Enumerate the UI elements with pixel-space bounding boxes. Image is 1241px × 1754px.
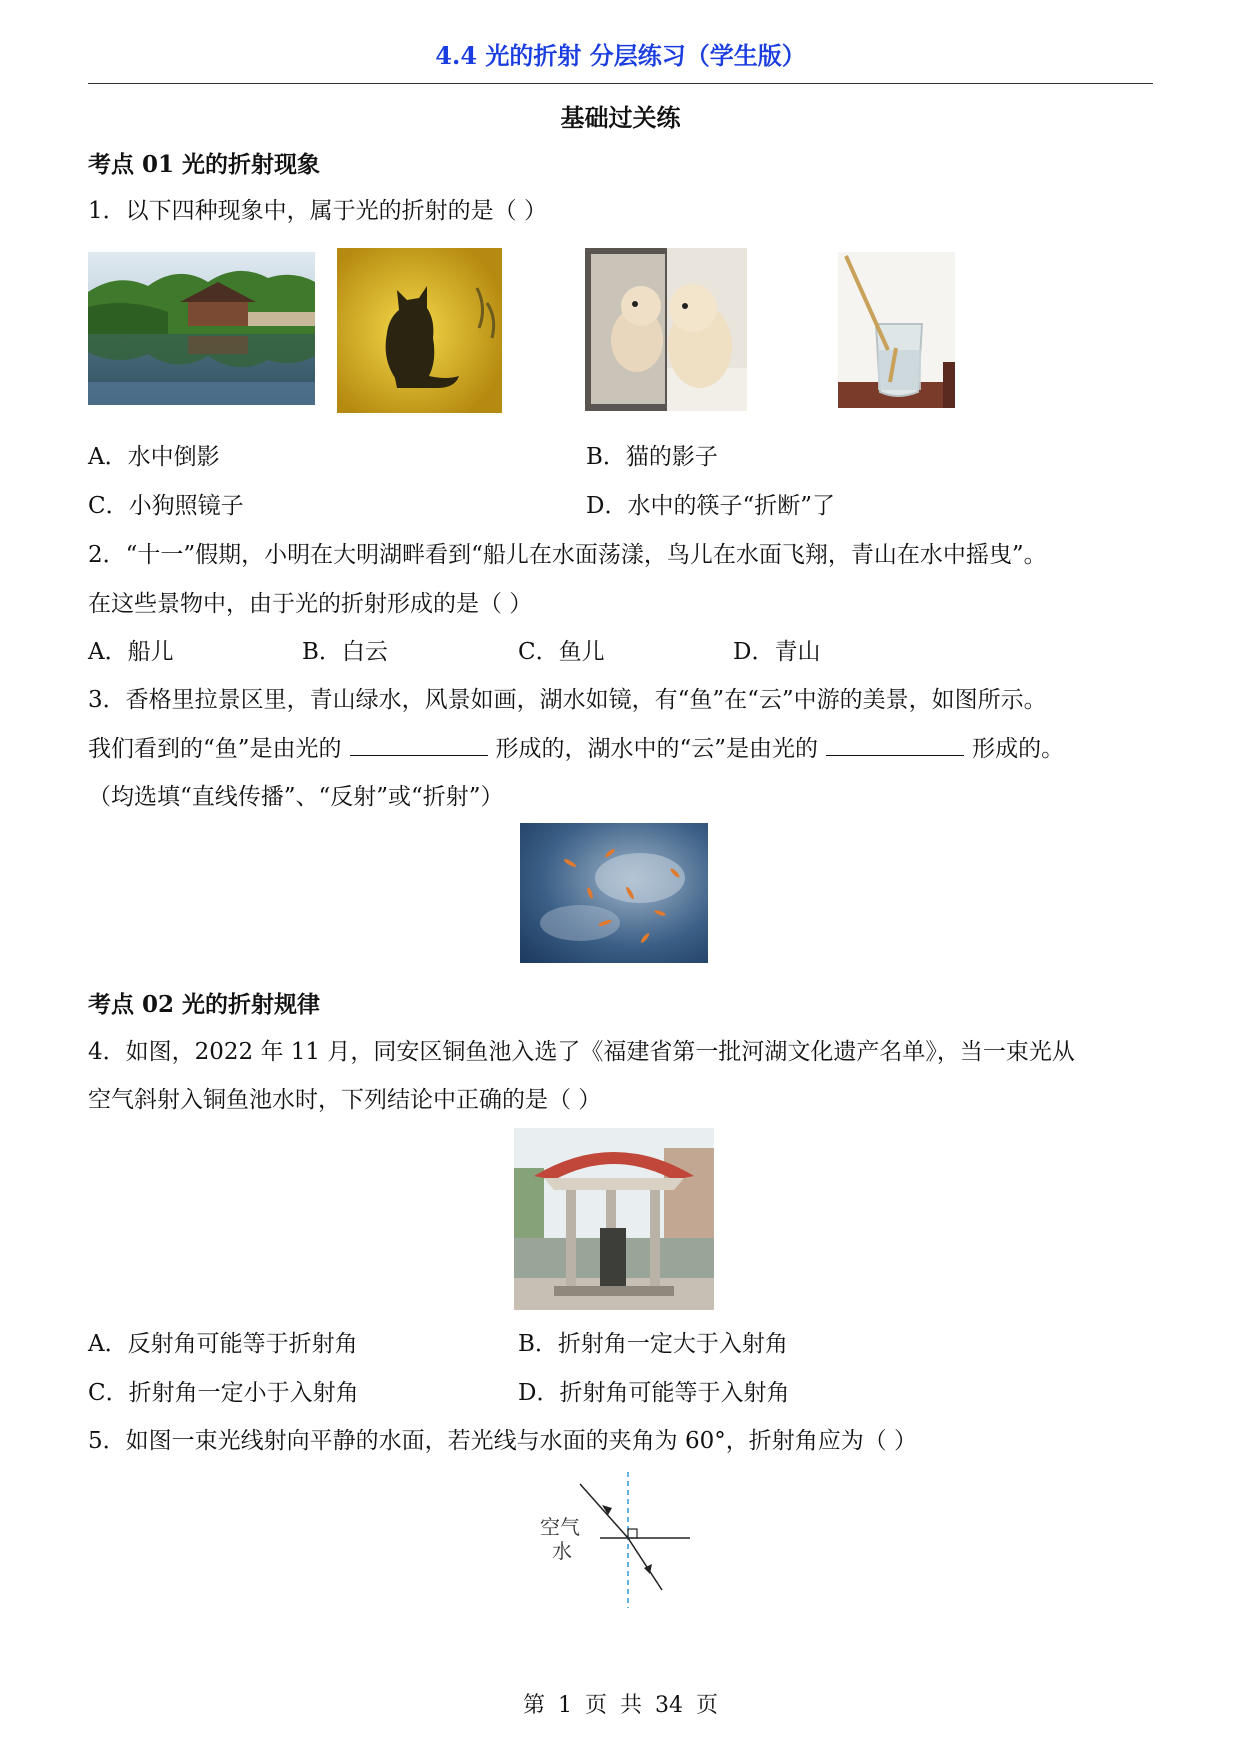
q1-stem: 1．以下四种现象中，属于光的折射的是（ ） <box>88 198 547 224</box>
q5-stem: 5．如图一束光线射向平静的水面，若光线与水面的夹角为 60°，折射角应为（ ） <box>88 1428 918 1454</box>
q2-option-c: C．鱼儿 <box>518 639 605 665</box>
q3-line-2-part-1: 我们看到的“鱼”是由光的 <box>88 736 342 762</box>
refracted-ray <box>628 1538 662 1590</box>
water-label: 水 <box>552 1539 572 1563</box>
incident-ray <box>580 1484 628 1538</box>
q4-line-2: 空气斜射入铜鱼池水时，下列结论中正确的是（ ） <box>88 1087 602 1113</box>
q3-line-2-part-2: 形成的，湖水中的“云”是由光的 <box>495 736 819 762</box>
cat-shadow-image <box>337 248 502 413</box>
topic-heading-2: 考点 02 光的折射规律 <box>88 991 321 1018</box>
topic-heading-1: 考点 01 光的折射现象 <box>88 151 321 178</box>
pavilion-image <box>514 1128 714 1310</box>
q2-option-b: B．白云 <box>302 639 388 665</box>
q1-option-c: C．小狗照镜子 <box>88 493 244 519</box>
q2-line-1: 2．“十一”假期，小明在大明湖畔看到“船儿在水面荡漾，鸟儿在水面飞翔，青山在水中摇曳”。 <box>88 542 1047 568</box>
lake-reflection-image <box>88 252 315 405</box>
q4-option-d: D．折射角可能等于入射角 <box>518 1380 790 1406</box>
page-footer: 第 1 页 共 34 页 <box>523 1693 718 1718</box>
fish-in-clouds-image <box>520 823 708 963</box>
q3-answer-blank-2[interactable] <box>826 735 964 756</box>
q3-line-2 <box>88 730 1064 763</box>
q4-line-1: 4．如图，2022 年 11 月，同安区铜鱼池入选了《福建省第一批河湖文化遗产名单》，当一束光从 <box>88 1039 1075 1065</box>
q3-line-1: 3．香格里拉景区里，青山绿水，风景如画，湖水如镜，有“鱼”在“云”中游的美景，如图所示。 <box>88 687 1047 713</box>
q1-option-a: A．水中倒影 <box>88 444 220 470</box>
q1-option-d: D．水中的筷子“折断”了 <box>586 493 835 519</box>
section-title: 基础过关练 <box>560 103 681 132</box>
puppy-mirror-image <box>585 248 747 411</box>
header-divider <box>88 83 1153 84</box>
right-angle-marker <box>628 1529 637 1538</box>
refraction-diagram <box>530 1470 705 1610</box>
air-label: 空气 <box>540 1515 580 1539</box>
q2-option-d: D．青山 <box>733 639 821 665</box>
q3-line-3: （均选填“直线传播”、“反射”或“折射”） <box>88 784 504 810</box>
chopstick-in-glass-image <box>838 252 955 408</box>
q3-line-2-part-3: 形成的。 <box>972 736 1065 762</box>
q1-option-b: B．猫的影子 <box>586 444 718 470</box>
q4-option-b: B．折射角一定大于入射角 <box>518 1331 788 1357</box>
q2-option-a: A．船儿 <box>88 639 174 665</box>
q3-answer-blank-1[interactable] <box>350 735 488 756</box>
document-title: 4.4 光的折射 分层练习（学生版） <box>435 41 806 70</box>
q4-option-a: A．反射角可能等于折射角 <box>88 1331 358 1357</box>
q2-line-2: 在这些景物中，由于光的折射形成的是（ ） <box>88 591 533 617</box>
q4-option-c: C．折射角一定小于入射角 <box>88 1380 359 1406</box>
